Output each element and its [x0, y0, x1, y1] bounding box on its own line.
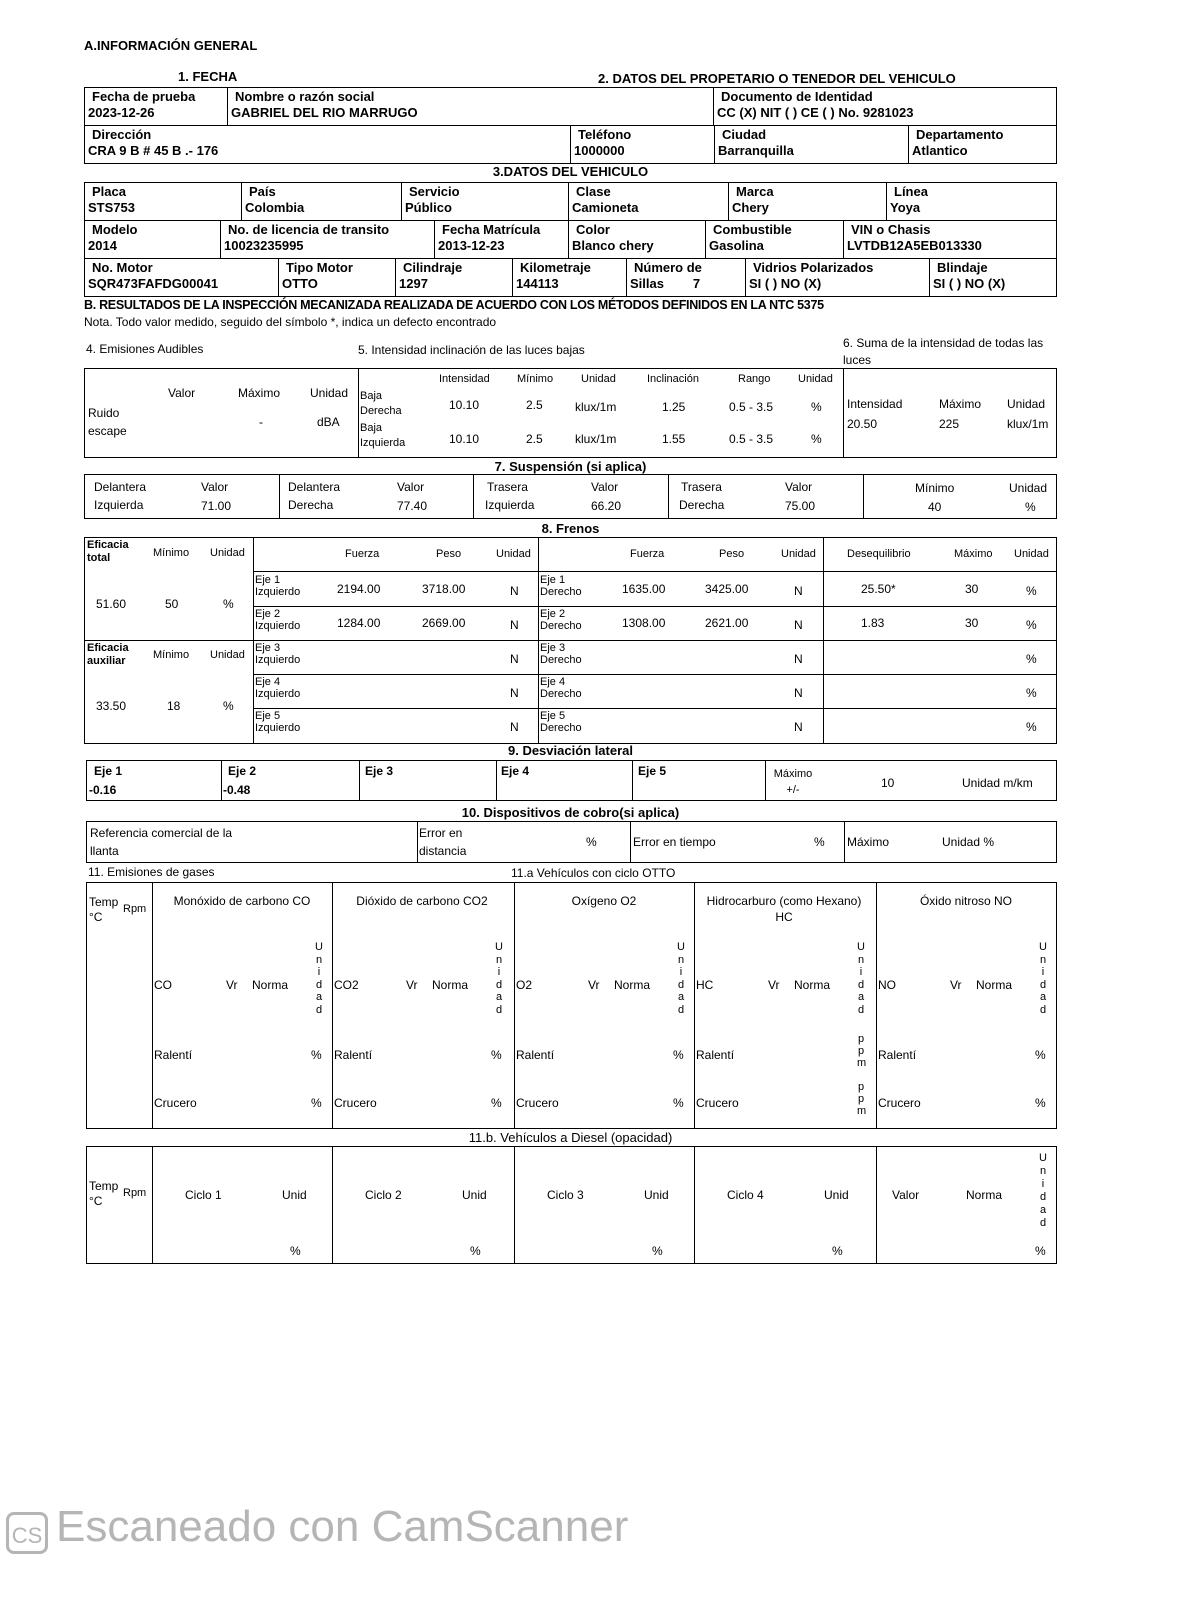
frenos-unidad-header: Unidad	[210, 649, 245, 661]
suspension-title: 7. Suspensión (si aplica)	[494, 459, 647, 474]
desviacion-title: 9. Desviación lateral	[507, 743, 633, 758]
otto-title: 11.a Vehículos con ciclo OTTO	[511, 866, 676, 880]
eje-label: Eje 2	[228, 764, 257, 778]
luces-row-label: Baja Derecha	[360, 390, 402, 417]
norma-label: Norma	[794, 978, 831, 992]
unidad-value: N	[510, 618, 519, 632]
eje-derecho-label: Eje 1 Derecho	[540, 574, 582, 598]
unidad-value: N	[794, 652, 803, 666]
field-value: Público	[405, 200, 452, 215]
crucero-label: Crucero	[154, 1096, 197, 1110]
field-label: Marca	[736, 184, 774, 199]
field-label: VIN o Chasis	[851, 222, 931, 237]
results-title: B. RESULTADOS DE LA INSPECCIÓN MECANIZADA REALIZADA DE ACUERDO CON LOS MÉTODOS DEFINIDOS EN LA NTC 5375	[84, 298, 824, 312]
dir-value: CRA 9 B # 45 B .- 176	[88, 143, 219, 158]
unit-value: %	[491, 1096, 502, 1110]
unit-value: %	[673, 1096, 684, 1110]
ralenti-label: Ralentí	[334, 1048, 373, 1062]
vr-label: Vr	[588, 978, 600, 992]
luces-header: Mínimo	[517, 373, 554, 385]
crucero-label: Crucero	[878, 1096, 921, 1110]
suma-value: 20.50	[847, 417, 878, 431]
field-value: SI ( ) NO (X)	[749, 276, 822, 291]
field-label: País	[249, 184, 276, 199]
eje-derecho-label: Eje 2 Derecho	[540, 608, 582, 632]
gas-name: Monóxido de carbono CO	[173, 894, 311, 908]
suspension-minimo: 40	[928, 500, 942, 514]
eje-label: Eje 4	[501, 764, 530, 778]
luces-value: 0.5 - 3.5	[729, 400, 774, 414]
unidad-value: N	[794, 686, 803, 700]
suspension-label: Derecha	[679, 498, 725, 512]
owner-row-2	[84, 125, 1057, 164]
pct-value: %	[1035, 1244, 1046, 1258]
luces-value: %	[811, 432, 822, 446]
field-value: Gasolina	[709, 238, 764, 253]
suspension-label: Derecha	[288, 498, 334, 512]
error-tiempo-label: Error en tiempo	[633, 835, 716, 849]
pct-value: %	[470, 1244, 481, 1258]
eje-izquierdo-label: Eje 2 Izquierdo	[255, 608, 301, 632]
ciudad-value: Barranquilla	[718, 143, 794, 158]
gas-code: NO	[878, 978, 896, 992]
vehicle-row-3	[84, 258, 1057, 297]
luces-value: 10.10	[449, 398, 480, 412]
doc-label: Documento de Identidad	[721, 89, 873, 104]
luces-header: Unidad	[581, 373, 616, 385]
suma-header: Máximo	[939, 397, 982, 411]
luces-header: Inclinación	[647, 373, 699, 385]
audibles-valor-header: Valor	[168, 386, 196, 400]
field-value: 10023235995	[224, 238, 304, 253]
field-label: Modelo	[92, 222, 138, 237]
norma-label: Norma	[252, 978, 289, 992]
pct-value: %	[1026, 618, 1037, 632]
cobro-box	[86, 821, 1057, 863]
field-label: Servicio	[409, 184, 460, 199]
unit-value: %	[673, 1048, 684, 1062]
field-value: Blanco chery	[572, 238, 654, 253]
vr-label: Vr	[406, 978, 418, 992]
gas-name: Dióxido de carbono CO2	[356, 894, 488, 908]
gas-code: CO2	[334, 978, 359, 992]
unidad-header: Unidad	[496, 548, 531, 560]
vr-label: Vr	[768, 978, 780, 992]
frenos-minimo-header: Mínimo	[153, 547, 190, 559]
maximo-header: Máximo	[954, 548, 993, 560]
suspension-label: Trasera	[487, 480, 528, 494]
field-label: Fecha Matrícula	[442, 222, 541, 237]
desequilibrio-value: 25.50*	[861, 582, 896, 596]
eficacia-aux-value: 33.50	[96, 699, 127, 713]
owner-title: 2. DATOS DEL PROPETARIO O TENEDOR DEL VEHICULO	[598, 71, 956, 86]
maximo-value: 30	[965, 582, 979, 596]
unid-label: Unid	[824, 1188, 849, 1202]
field-value: SQR473FAFDG00041	[88, 276, 219, 291]
norma-label: Norma	[966, 1188, 1003, 1202]
luces-value: 1.25	[662, 400, 686, 414]
unit-value: %	[1035, 1048, 1046, 1062]
fecha-title: 1. FECHA	[178, 69, 238, 84]
otto-box	[86, 882, 1057, 1129]
suspension-label: Izquierda	[485, 498, 535, 512]
field-label: Kilometraje	[520, 260, 591, 275]
eficacia-aux-unit: %	[223, 699, 234, 713]
suma-header: Unidad	[1007, 397, 1046, 411]
unidad-value: N	[510, 720, 519, 734]
audibles-max-value: -	[259, 415, 263, 429]
fuerza-header: Fuerza	[630, 548, 665, 560]
field-label: No. Motor	[92, 260, 153, 275]
desviacion-unidad: Unidad m/km	[962, 776, 1033, 790]
doc-value: CC (X) NIT ( ) CE ( ) No. 9281023	[717, 105, 914, 120]
tel-label: Teléfono	[578, 127, 632, 142]
peso-izq-value: 3718.00	[422, 582, 466, 596]
field-label: Cilindraje	[403, 260, 463, 275]
luces-value: klux/1m	[575, 400, 617, 414]
pct-value: %	[290, 1244, 301, 1258]
crucero-label: Crucero	[516, 1096, 559, 1110]
peso-header: Peso	[719, 548, 745, 560]
field-value: SI ( ) NO (X)	[933, 276, 1006, 291]
pct-value: %	[1026, 584, 1037, 598]
pct-value: %	[652, 1244, 663, 1258]
suspension-valor-label: Valor	[591, 480, 619, 494]
suspension-value: 66.20	[591, 499, 622, 513]
rpm-label: Rpm	[123, 903, 147, 915]
gas-name: Oxígeno O2	[571, 894, 637, 908]
crucero-label: Crucero	[334, 1096, 377, 1110]
suma-value: 225	[939, 417, 960, 431]
suspension-value: 71.00	[201, 499, 232, 513]
luces-value: klux/1m	[575, 432, 617, 446]
gas-code: HC	[696, 978, 714, 992]
pct-value: %	[832, 1244, 843, 1258]
field-label: No. de licencia de transito	[228, 222, 390, 237]
audibles-maximo-header: Máximo	[238, 386, 281, 400]
desviacion-box	[86, 760, 1057, 801]
lights-box	[84, 368, 1057, 458]
ppm-vertical-label: ppm	[857, 1033, 867, 1069]
luces-header: Rango	[738, 373, 771, 385]
field-label: Vidrios Polarizados	[753, 260, 874, 275]
referencia-llanta-label: Referencia comercial de la llanta	[90, 826, 233, 858]
audibles-unidad-header: Unidad	[310, 386, 349, 400]
suma-title: 6. Suma de la intensidad de todas las luces	[843, 336, 1044, 367]
eje-derecho-label: Eje 4 Derecho	[540, 676, 582, 700]
desequilibrio-header: Desequilibrio	[847, 548, 911, 560]
eficacia-auxiliar-label: Eficacia auxiliar	[87, 642, 129, 667]
suspension-box	[84, 474, 1057, 519]
unidad-vertical-label: Unidad	[1039, 941, 1047, 1016]
fuerza-der-value: 1308.00	[622, 616, 666, 630]
ciclo-label: Ciclo 2	[365, 1188, 402, 1202]
eje-izquierdo-label: Eje 1 Izquierdo	[255, 574, 301, 598]
field-value: STS753	[88, 200, 135, 215]
field-label: Color	[576, 222, 610, 237]
unidad-vertical-label: Unidad	[677, 941, 685, 1016]
field-value: OTTO	[282, 276, 318, 291]
temp-label: Temp °C	[89, 1179, 119, 1208]
pct-value: %	[1026, 720, 1037, 734]
vehicle-row-1	[84, 182, 1057, 221]
unid-label: Unid	[462, 1188, 487, 1202]
eficacia-total-min: 50	[165, 597, 179, 611]
unidad-value: N	[510, 652, 519, 666]
fecha-value: 2023-12-26	[88, 105, 155, 120]
desviacion-max: 10	[881, 776, 895, 790]
gases-title: 11. Emisiones de gases	[88, 865, 215, 879]
field-value: 1297	[399, 276, 428, 291]
luces-header: Unidad	[798, 373, 833, 385]
peso-header: Peso	[436, 548, 462, 560]
field-label: Placa	[92, 184, 126, 199]
gas-name: Hidrocarburo (como Hexano) HC	[706, 894, 862, 924]
rpm-label: Rpm	[123, 1187, 147, 1199]
cobro-maximo-label: Máximo	[847, 835, 890, 849]
peso-der-value: 2621.00	[705, 616, 749, 630]
suspension-label: Delantera	[94, 480, 147, 494]
pct-value: %	[1026, 652, 1037, 666]
luces-value: 1.55	[662, 432, 686, 446]
eje-value: -0.48	[223, 783, 251, 797]
ralenti-label: Ralentí	[154, 1048, 193, 1062]
unidad-header: Unidad	[781, 548, 816, 560]
vehicle-title: 3.DATOS DEL VEHICULO	[492, 164, 649, 179]
field-value: Colombia	[245, 200, 305, 215]
vr-label: Vr	[226, 978, 238, 992]
field-label: Blindaje	[937, 260, 988, 275]
suspension-minimo-label: Mínimo	[915, 481, 955, 495]
valor-label: Valor	[892, 1188, 920, 1202]
fuerza-izq-value: 1284.00	[337, 616, 381, 630]
gas-name: Óxido nitroso NO	[919, 894, 1013, 908]
camscanner-logo: CS	[6, 1512, 48, 1554]
suma-value: klux/1m	[1007, 417, 1049, 431]
vr-label: Vr	[950, 978, 962, 992]
desviacion-max-label: Máximo +/-	[773, 768, 813, 796]
field-label: Número de	[634, 260, 702, 275]
fuerza-der-value: 1635.00	[622, 582, 666, 596]
ralenti-label: Ralentí	[516, 1048, 555, 1062]
ralenti-label: Ralentí	[878, 1048, 917, 1062]
pct-value: %	[1026, 686, 1037, 700]
eje-label: Eje 1	[94, 764, 123, 778]
unidad-value: N	[794, 720, 803, 734]
suspension-label: Izquierda	[94, 498, 144, 512]
luces-header: Intensidad	[439, 373, 490, 385]
unid-label: Unid	[644, 1188, 669, 1202]
suspension-label: Trasera	[681, 480, 722, 494]
pct-label: %	[586, 835, 597, 849]
section-a-title: A.INFORMACIÓN GENERAL	[84, 38, 258, 53]
luces-value: 10.10	[449, 432, 480, 446]
eje-izquierdo-label: Eje 5 Izquierdo	[255, 710, 301, 734]
suspension-value: 75.00	[785, 499, 816, 513]
eficacia-total-unit: %	[223, 597, 234, 611]
unit-value: %	[311, 1048, 322, 1062]
suspension-value: 77.40	[397, 499, 428, 513]
temp-label: Temp °C	[89, 895, 119, 924]
suspension-label: Delantera	[288, 480, 341, 494]
unidad-value: N	[794, 618, 803, 632]
frenos-unidad-header: Unidad	[210, 547, 245, 559]
peso-der-value: 3425.00	[705, 582, 749, 596]
unidad-header: Unidad	[1014, 548, 1049, 560]
suspension-unidad-label: Unidad	[1009, 481, 1048, 495]
ciclo-label: Ciclo 1	[185, 1188, 222, 1202]
eje-izquierdo-label: Eje 3 Izquierdo	[255, 642, 301, 666]
pct-label: %	[814, 835, 825, 849]
luces-value: 2.5	[526, 432, 543, 446]
unidad-vertical-label: Unidad	[1039, 1152, 1047, 1229]
unid-label: Unid	[282, 1188, 307, 1202]
field-label: Tipo Motor	[286, 260, 353, 275]
suspension-unidad: %	[1025, 500, 1036, 514]
unidad-vertical-label: Unidad	[495, 941, 503, 1016]
owner-row-1	[84, 87, 1057, 126]
luces-row-label: Baja Izquierda	[360, 422, 406, 449]
eje-izquierdo-label: Eje 4 Izquierdo	[255, 676, 301, 700]
ciclo-label: Ciclo 4	[727, 1188, 764, 1202]
field-value: LVTDB12A5EB013330	[847, 238, 982, 253]
unidad-vertical-label: Unidad	[315, 941, 323, 1016]
frenos-minimo-header: Mínimo	[153, 649, 190, 661]
field-value: 144113	[516, 276, 559, 291]
peso-izq-value: 2669.00	[422, 616, 466, 630]
luces-value: %	[811, 400, 822, 414]
eje-derecho-label: Eje 3 Derecho	[540, 642, 582, 666]
eficacia-total-label: Eficacia total	[87, 539, 129, 564]
eje-value: -0.16	[89, 783, 117, 797]
depto-value: Atlantico	[912, 143, 968, 158]
field-label: Clase	[576, 184, 611, 199]
frenos-box	[84, 537, 1057, 744]
suma-header: Intensidad	[847, 397, 903, 411]
vehicle-row-2	[84, 220, 1057, 259]
luces-value: 2.5	[526, 398, 543, 412]
unidad-value: N	[794, 584, 803, 598]
maximo-value: 30	[965, 616, 979, 630]
suspension-valor-label: Valor	[397, 480, 425, 494]
suspension-valor-label: Valor	[785, 480, 813, 494]
error-distancia-label: Error en distancia	[419, 826, 467, 858]
eje-label: Eje 3	[365, 764, 394, 778]
norma-label: Norma	[976, 978, 1013, 992]
unidad-value: N	[510, 686, 519, 700]
ppm-vertical-label: ppm	[857, 1081, 867, 1117]
field-value: Chery	[732, 200, 769, 215]
frenos-title: 8. Frenos	[541, 521, 600, 536]
dir-label: Dirección	[92, 127, 152, 142]
unit-value: %	[491, 1048, 502, 1062]
desequilibrio-value: 1.83	[861, 616, 885, 630]
nombre-value: GABRIEL DEL RIO MARRUGO	[231, 105, 418, 120]
camscanner-watermark: Escaneado con CamScanner	[56, 1502, 629, 1551]
ciudad-label: Ciudad	[722, 127, 767, 142]
norma-label: Norma	[614, 978, 651, 992]
ciclo-label: Ciclo 3	[547, 1188, 584, 1202]
unidad-vertical-label: Unidad	[857, 941, 865, 1016]
diesel-title: 11.b. Vehículos a Diesel (opacidad)	[468, 1130, 673, 1145]
luces-value: 0.5 - 3.5	[729, 432, 774, 446]
fecha-label: Fecha de prueba	[92, 89, 196, 104]
field-label: Combustible	[713, 222, 792, 237]
fuerza-header: Fuerza	[345, 548, 380, 560]
unidad-value: N	[510, 584, 519, 598]
eficacia-total-value: 51.60	[96, 597, 127, 611]
eje-label: Eje 5	[638, 764, 667, 778]
depto-label: Departamento	[916, 127, 1004, 142]
results-note: Nota. Todo valor medido, seguido del símbolo *, indica un defecto encontrado	[84, 315, 497, 329]
eje-derecho-label: Eje 5 Derecho	[540, 710, 582, 734]
gas-code: CO	[154, 978, 172, 992]
cobro-title: 10. Dispositivos de cobro(si aplica)	[461, 805, 680, 820]
audibles-unit-value: dBA	[317, 415, 340, 429]
field-value: Camioneta	[572, 200, 639, 215]
audibles-title: 4. Emisiones Audibles	[86, 342, 204, 356]
eficacia-aux-min: 18	[167, 699, 181, 713]
field-value: Yoya	[890, 200, 921, 215]
tel-value: 1000000	[574, 143, 625, 158]
gas-code: O2	[516, 978, 533, 992]
field-value: Sillas 7	[630, 276, 701, 291]
field-value: 2013-12-23	[438, 238, 505, 253]
suspension-valor-label: Valor	[201, 480, 229, 494]
ralenti-label: Ralentí	[696, 1048, 735, 1062]
norma-label: Norma	[432, 978, 469, 992]
crucero-label: Crucero	[696, 1096, 739, 1110]
audibles-item: Ruido escape	[88, 406, 127, 438]
fuerza-izq-value: 2194.00	[337, 582, 381, 596]
nombre-label: Nombre o razón social	[235, 89, 375, 104]
field-label: Línea	[894, 184, 928, 199]
unit-value: %	[311, 1096, 322, 1110]
unit-value: %	[1035, 1096, 1046, 1110]
luces-title: 5. Intensidad inclinación de las luces bajas	[358, 343, 585, 357]
cobro-unidad-label: Unidad %	[942, 835, 995, 849]
diesel-box	[86, 1146, 1057, 1264]
field-value: 2014	[88, 238, 117, 253]
